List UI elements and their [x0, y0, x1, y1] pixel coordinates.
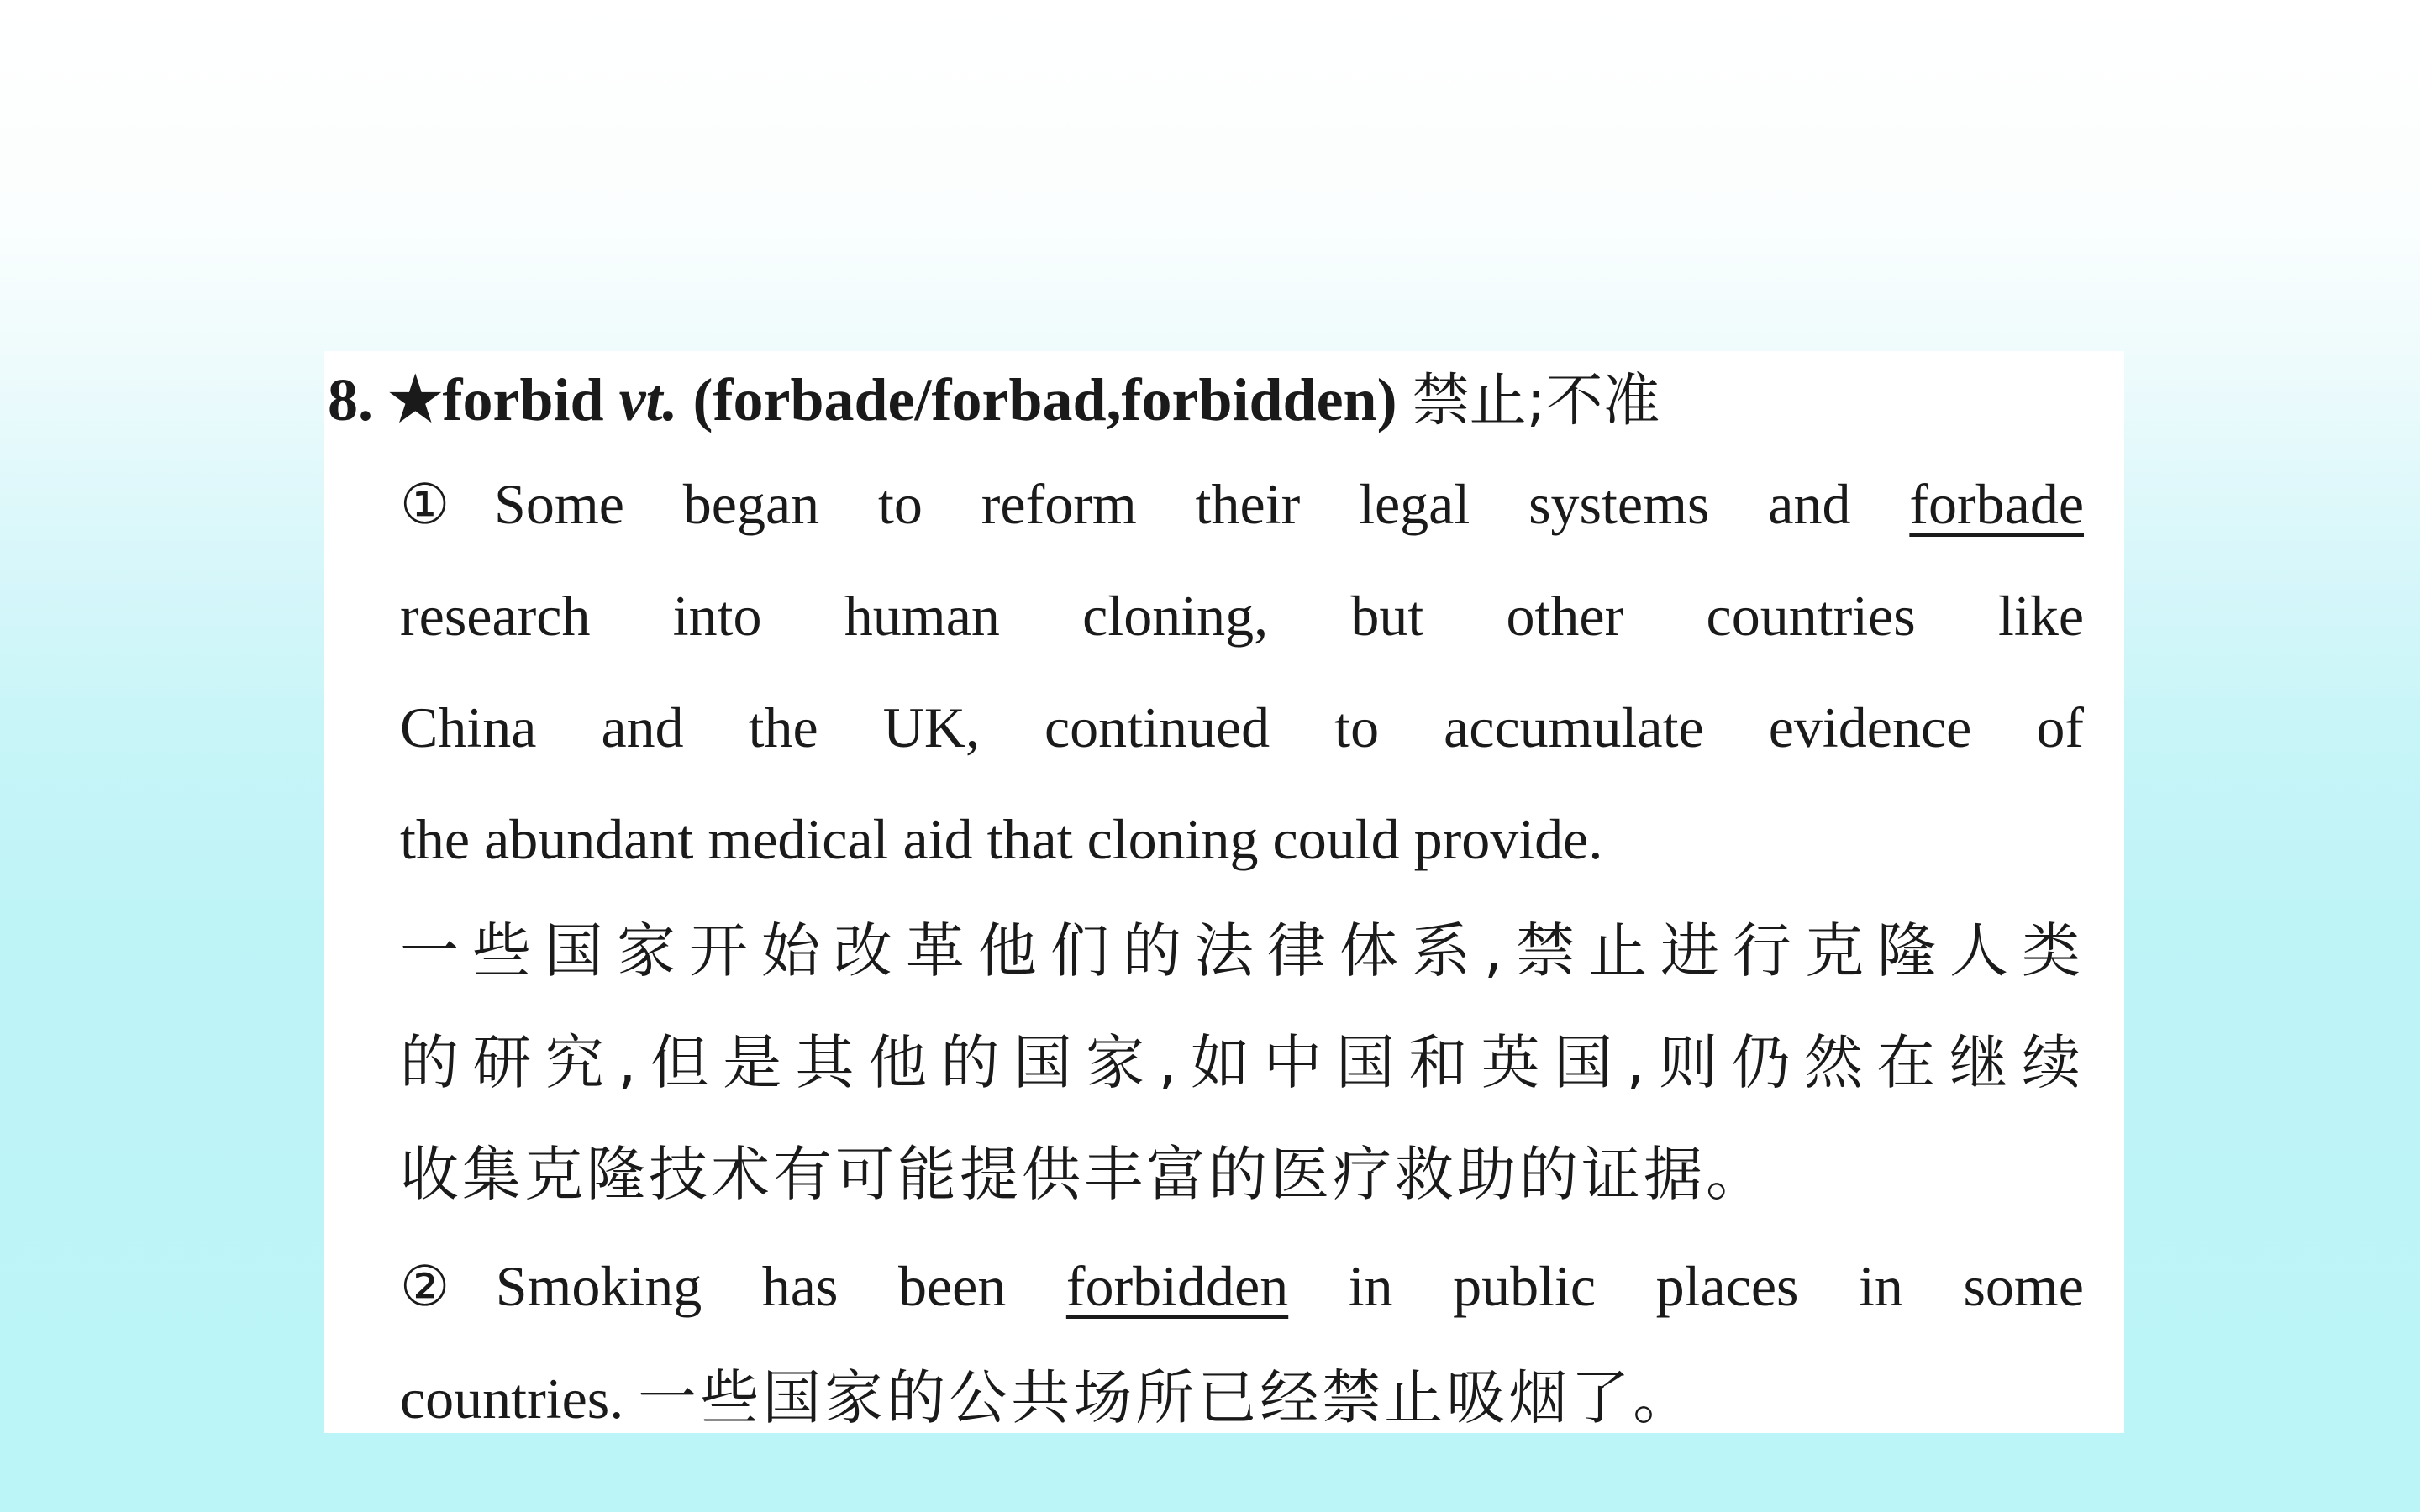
entry-number: 8.	[328, 366, 373, 433]
entry-word: forbid	[442, 366, 604, 433]
example-1-line-3: China and the UK, continued to accumulate evidence of	[400, 696, 2084, 759]
example-1-zh-line-2: 的研究,但是其他的国家,如中国和英国,则仍然在继续	[400, 1028, 2084, 1097]
underlined-forbidden: forbidden	[1065, 1254, 1289, 1318]
example-1-marker: ①	[400, 472, 495, 537]
example-2-translation: 一些国家的公共场所已经禁止吸烟了。	[638, 1363, 1696, 1432]
example-1-line-1: ①Some began to reform their legal systems and forbade	[400, 472, 2085, 537]
star-icon: ★	[388, 366, 443, 433]
underlined-forbade: forbade	[1909, 472, 2085, 536]
entry-heading	[328, 353, 1660, 447]
part-of-speech: vt.	[618, 366, 678, 433]
example-1-line-2: research into human cloning, but other countries like	[400, 584, 2084, 648]
example-1-zh-line-1: 一些国家开始改革他们的法律体系,禁止进行克隆人类	[400, 916, 2084, 985]
verb-forms: (forbade/forbad,forbidden)	[692, 366, 1397, 433]
example-2-line-2: countries. 一些国家的公共场所已经禁止吸烟了。	[400, 1363, 1696, 1432]
example-1-zh-line-3: 收集克隆技术有可能提供丰富的医疗救助的证据。	[400, 1140, 1768, 1209]
entry-meaning: 禁止;不准	[1412, 368, 1660, 434]
example-1-line-4: the abundant medical aid that cloning could provide.	[400, 807, 1603, 871]
example-2-marker: ②	[400, 1254, 496, 1319]
examples-body	[400, 449, 2084, 1454]
example-2-line-1: ②Smoking has been forbidden in public places in some	[400, 1254, 2084, 1319]
